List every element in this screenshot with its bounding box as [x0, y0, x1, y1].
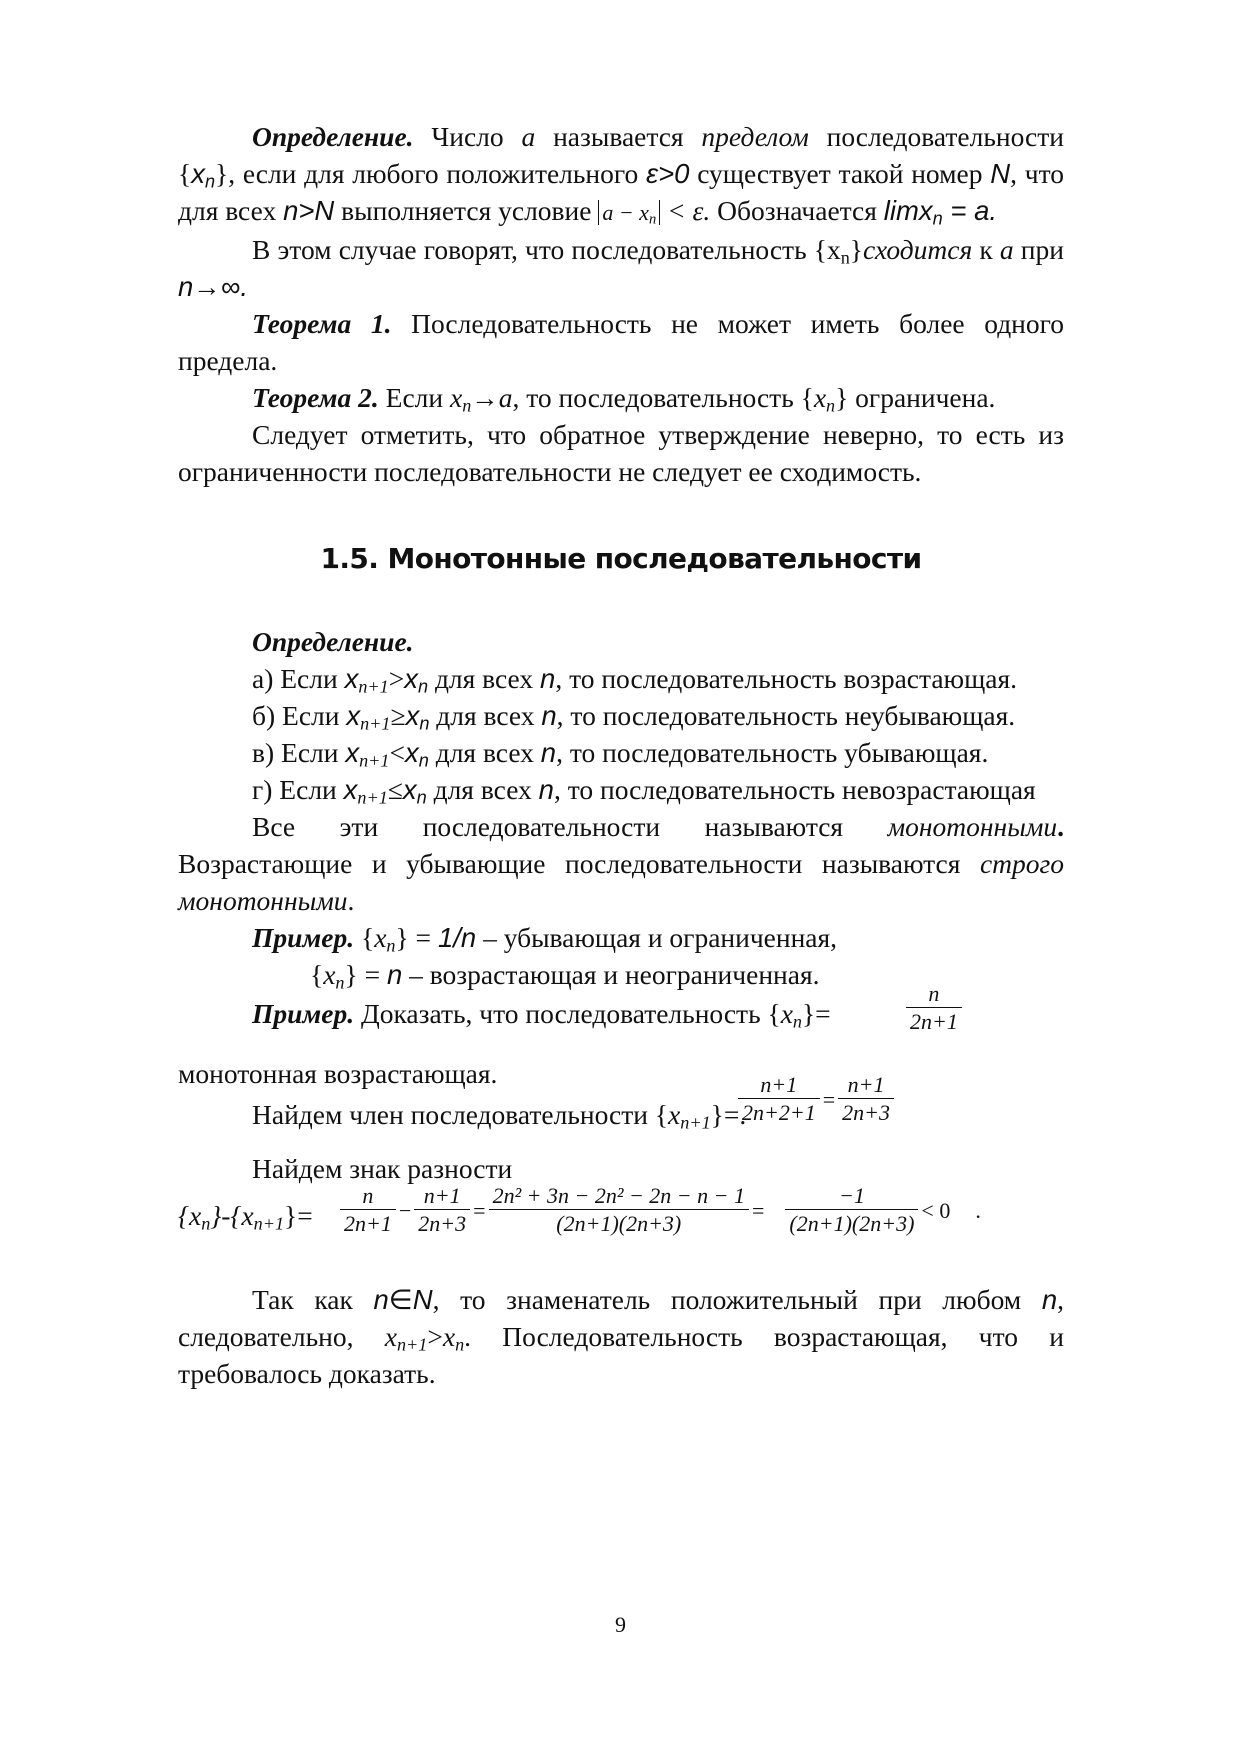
definition-item-c: в) Если $x_{n+1}<x_n$ для всех n, то последовательность убывающая. — [252, 737, 989, 771]
definition-title: Определение. — [252, 121, 414, 152]
example-1-line-2: $\{x_n\} = n$ – возрастающая и неограниченная. — [310, 959, 820, 993]
fraction-n-over-2n1: $\frac{n}{2n+1}$ — [906, 981, 962, 1036]
find-sign-line: Найдем знак разности — [252, 1153, 513, 1184]
convergence-paragraph: В этом случае говорят, что последовательность $\{x_n\}сходится$ к a при n→∞. — [178, 234, 1064, 302]
conclusion-paragraph: Так как n∈N, то знаменатель положительный при любом n, следовательно, $x_{n+1}>x_n$. Последовательность возрастающая, что и требовалось доказать. — [178, 1284, 1064, 1389]
theorem-1: Теорема 1. Последовательность не может иметь более одного предела. — [178, 308, 1064, 376]
theorem-2: Теорема 2. Если $x_n\to a$, то последовательность $\{x_n\}$ ограничена. — [252, 382, 996, 416]
find-next-term-line: Найдем член последовательности $\{x_{n+1}\}=$. $\frac{n+1}{2n+2+1}$ = $\frac{n+1}{2n+3}$ — [178, 1092, 1064, 1136]
page-content — [178, 118, 1064, 1392]
definition-monotone-title: Определение. — [252, 626, 414, 657]
definition-item-d: г) Если $x_{n+1}\le x_n$ для всех n, то последовательность невозрастающая — [252, 774, 1036, 808]
definition-limit: Определение. Число a называется пределом последовательности $\{x_n\}$, если для любого положительного ε>0 существует такой номер N, что для всех n>N выполняется условие $a - x_n < \varepsilon$. Обозначается limx$_n$ = a. — [178, 121, 1064, 229]
section-heading: 1.5. Монотонные последовательности — [320, 542, 922, 575]
definition-item-b: б) Если $x_{n+1}\ge x_n$ для всех n, то последовательность неубывающая. — [252, 700, 1016, 734]
next-term-fractions: $\frac{n+1}{2n+2+1}$ = $\frac{n+1}{2n+3}$ — [738, 1072, 894, 1127]
page-number: 9 — [615, 1612, 626, 1637]
example-1: Пример. $\{x_n\} = 1/n$ – убывающая и ограниченная, — [252, 922, 838, 956]
example-2-line: Пример. Доказать, что последовательность $\{x_n\}=$ $\frac{n}{2n+1}$ — [178, 993, 1064, 1049]
definition-item-a: а) Если $x_{n+1}>x_n$ для всех n, то последовательность возрастающая. — [252, 663, 1017, 697]
abs-value: $a - x_n$ — [598, 200, 660, 225]
difference-fractions: $\frac{n}{2n+1}$ − $\frac{n+1}{2n+3}$ = $\frac{\text{2n² + 3n − 2n² − 2n − n − 1}}{(2n+1)(2n+3)}$ = $\frac{-1}{(2n+1)(2n+3)}$ < 0 . — [340, 1183, 984, 1238]
difference-formula: $\{x_n\}-\{x_{n+1}\}=$ $\frac{n}{2n+1}$ − $\frac{n+1}{2n+3}$ = $\frac{\text{2n² + 3n − 2n² − 2n − n − 1}}{(2n+1)(2n+3)}$ = $\frac{-1}{(2n+1)(2n+3)}$ < 0 . — [178, 1187, 1064, 1253]
example-2-continuation: монотонная возрастающая. — [178, 1058, 498, 1089]
note-paragraph: Следует отметить, что обратное утверждение неверно, то есть из ограниченности последовательности не следует ее сходимость. — [178, 419, 1064, 487]
monotone-paragraph: Все эти последовательности называются монотонными. Возрастающие и убывающие последовательности называются строго монотонными. — [178, 811, 1064, 916]
